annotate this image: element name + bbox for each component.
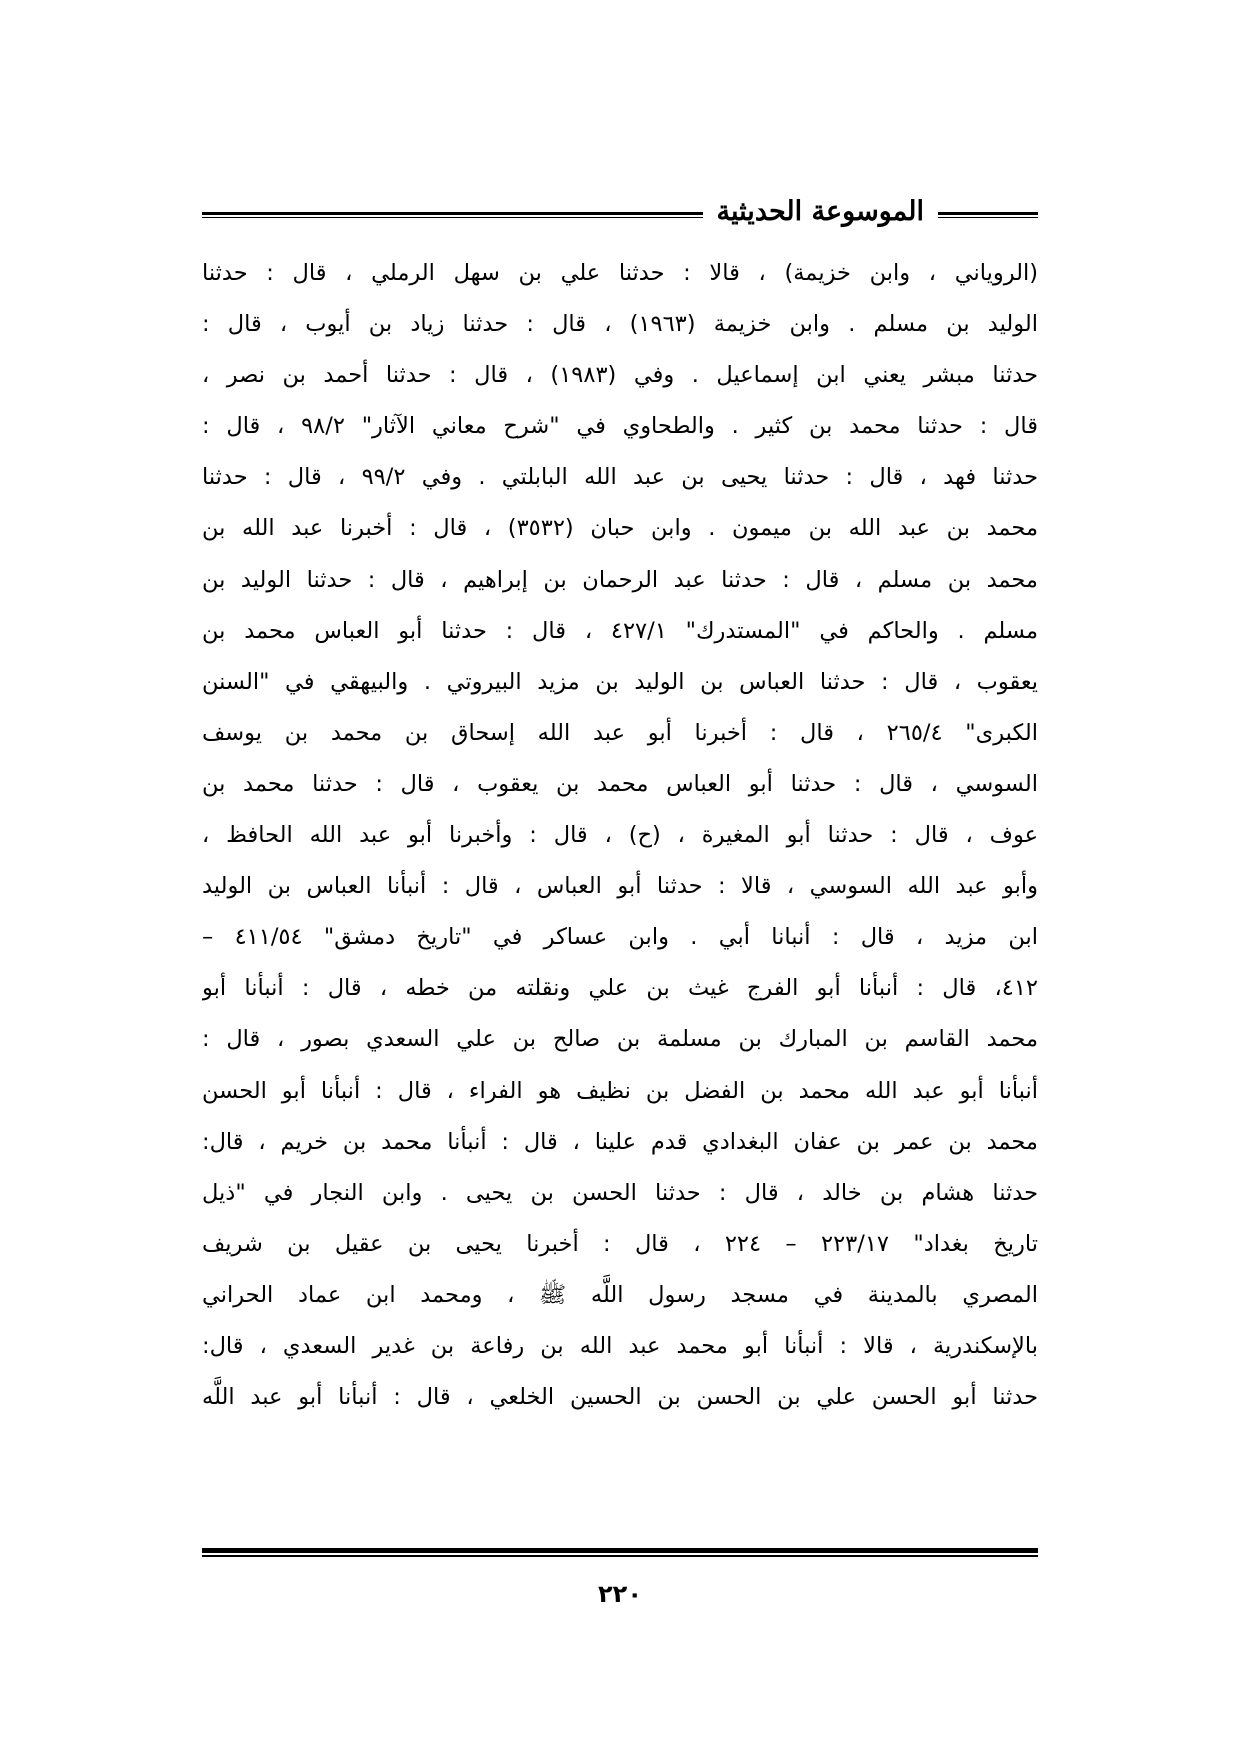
text-line: يعقوب ، قال : حدثنا العباس بن الوليد بن مزيد البيروتي . والبيهقي في "السنن [202,668,1038,695]
text-line: حدثنا أبو الحسن علي بن الحسن بن الحسين الخلعي ، قال : أنبأنا أبو عبد اللَّه [202,1384,1038,1411]
text-line: الكبرى" ٢٦٥/٤ ، قال : أخبرنا أبو عبد الله إسحاق بن محمد بن يوسف [202,719,1038,746]
running-header [202,192,1038,232]
text-line: عوف ، قال : حدثنا أبو المغيرة ، (ح) ، قال : وأخبرنا أبو عبد الله الحافظ ، [202,822,1038,849]
text-line: ابن مزيد ، قال : أنبانا أبي . وابن عساكر في "تاريخ دمشق" ٤١١/٥٤ – [202,924,1038,951]
text-line: وأبو عبد الله السوسي ، قالا : حدثنا أبو العباس ، قال : أنبأنا العباس بن الوليد [202,873,1038,900]
text-line: حدثنا مبشر يعني ابن إسماعيل . وفي (١٩٨٣) ، قال : حدثنا أحمد بن نصر ، [202,362,1038,389]
text-line: أنبأنا أبو عبد الله محمد بن الفضل بن نظيف هو الفراء ، قال : أنبأنا أبو الحسن [202,1077,1038,1104]
text-line: ٤١٢، قال : أنبأنا أبو الفرج غيث بن علي ونقلته من خطه ، قال : أنبأنا أبو [202,975,1038,1002]
text-line: حدثنا فهد ، قال : حدثنا يحيى بن عبد الله البابلتي . وفي ٩٩/٢ ، قال : حدثنا [202,464,1038,491]
text-line: محمد بن عبد الله بن ميمون . وابن حبان (٣٥٣٢) ، قال : أخبرنا عبد الله بن [202,515,1038,542]
text-line: (الروياني ، وابن خزيمة) ، قالا : حدثنا علي بن سهل الرملي ، قال : حدثنا [202,260,1038,286]
body-text [202,248,1038,1528]
text-line: بالإسكندرية ، قالا : أنبأنا أبو محمد عبد الله بن رفاعة بن غدير السعدي ، قال: [202,1332,1038,1359]
text-line: حدثنا هشام بن خالد ، قال : حدثنا الحسن بن يحيى . وابن النجار في "ذيل [202,1179,1038,1206]
header-rule-right [968,212,1038,218]
text-line: محمد بن عمر بن عفان البغدادي قدم علينا ، قال : أنبأنا محمد بن خريم ، قال: [202,1128,1038,1155]
text-line: تاريخ بغداد" ٢٢٣/١٧ – ٢٢٤ ، قال : أخبرنا يحيى بن عقيل بن شريف [202,1230,1038,1257]
text-line: محمد القاسم بن المبارك بن مسلمة بن صالح بن علي السعدي بصور ، قال : [202,1026,1038,1053]
text-line: السوسي ، قال : حدثنا أبو العباس محمد بن يعقوب ، قال : حدثنا محمد بن [202,770,1038,797]
text-line: المصري بالمدينة في مسجد رسول اللَّه ﷺ ، ومحمد ابن عماد الحراني [202,1281,1038,1308]
footer-rule [202,1548,1038,1557]
running-header-title: الموسوعة الحديثية [703,192,938,232]
text-line: مسلم . والحاكم في "المستدرك" ٤٢٧/١ ، قال : حدثنا أبو العباس محمد بن [202,617,1038,644]
text-line: الوليد بن مسلم . وابن خزيمة (١٩٦٣) ، قال : حدثنا زياد بن أيوب ، قال : [202,311,1038,338]
text-line: قال : حدثنا محمد بن كثير . والطحاوي في "شرح معاني الآثار" ٩٨/٢ ، قال : [202,413,1038,440]
text-line: محمد بن مسلم ، قال : حدثنا عبد الرحمان بن إبراهيم ، قال : حدثنا الوليد بن [202,566,1038,593]
page-number: ٢٢٠ [598,1580,642,1608]
